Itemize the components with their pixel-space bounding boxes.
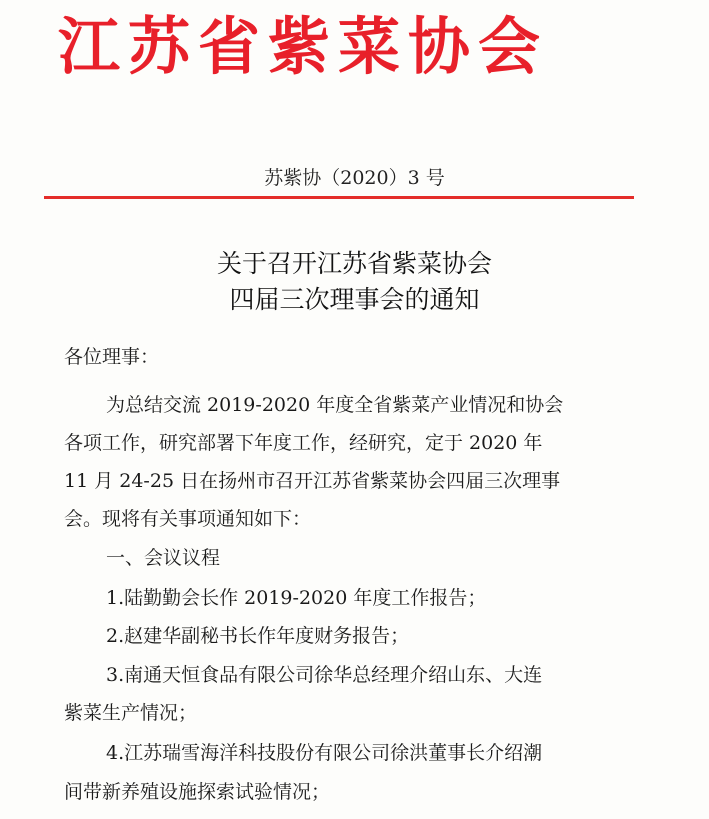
agenda-item-continuation: 间带新养殖设施探索试验情况； xyxy=(64,781,331,803)
red-separator-line xyxy=(44,196,634,199)
agenda-item: 2.赵建华副秘书长作年度财务报告； xyxy=(106,625,410,647)
agenda-item: 3.南通天恒食品有限公司徐华总经理介绍山东、大连 xyxy=(106,664,543,686)
notice-title xyxy=(0,246,709,318)
agenda-item-continuation: 紫菜生产情况； xyxy=(64,702,198,724)
notice-title-line-2: 四届三次理事会的通知 xyxy=(229,285,480,314)
agenda-item: 1.陆勤勤会长作 2019-2020 年度工作报告； xyxy=(106,587,487,609)
paragraph-line: 11 月 24-25 日在扬州市召开江苏省紫菜协会四届三次理事 xyxy=(64,470,561,492)
document-number: 苏紫协（2020）3 号 xyxy=(264,167,445,189)
agenda-item: 4.江苏瑞雪海洋科技股份有限公司徐洪董事长介绍潮 xyxy=(106,742,543,764)
paragraph-line: 为总结交流 2019-2020 年度全省紫菜产业情况和协会 xyxy=(106,394,564,416)
salutation: 各位理事： xyxy=(64,346,160,368)
notice-title-line-1: 关于召开江苏省紫菜协会 xyxy=(216,249,492,278)
paragraph-line: 会。现将有关事项通知如下： xyxy=(64,508,312,530)
paragraph-line: 各项工作，研究部署下年度工作，经研究，定于 2020 年 xyxy=(64,432,543,454)
letterhead-org-name: 江苏省紫菜协会 xyxy=(58,10,549,83)
section-heading: 一、会议议程 xyxy=(106,547,221,569)
